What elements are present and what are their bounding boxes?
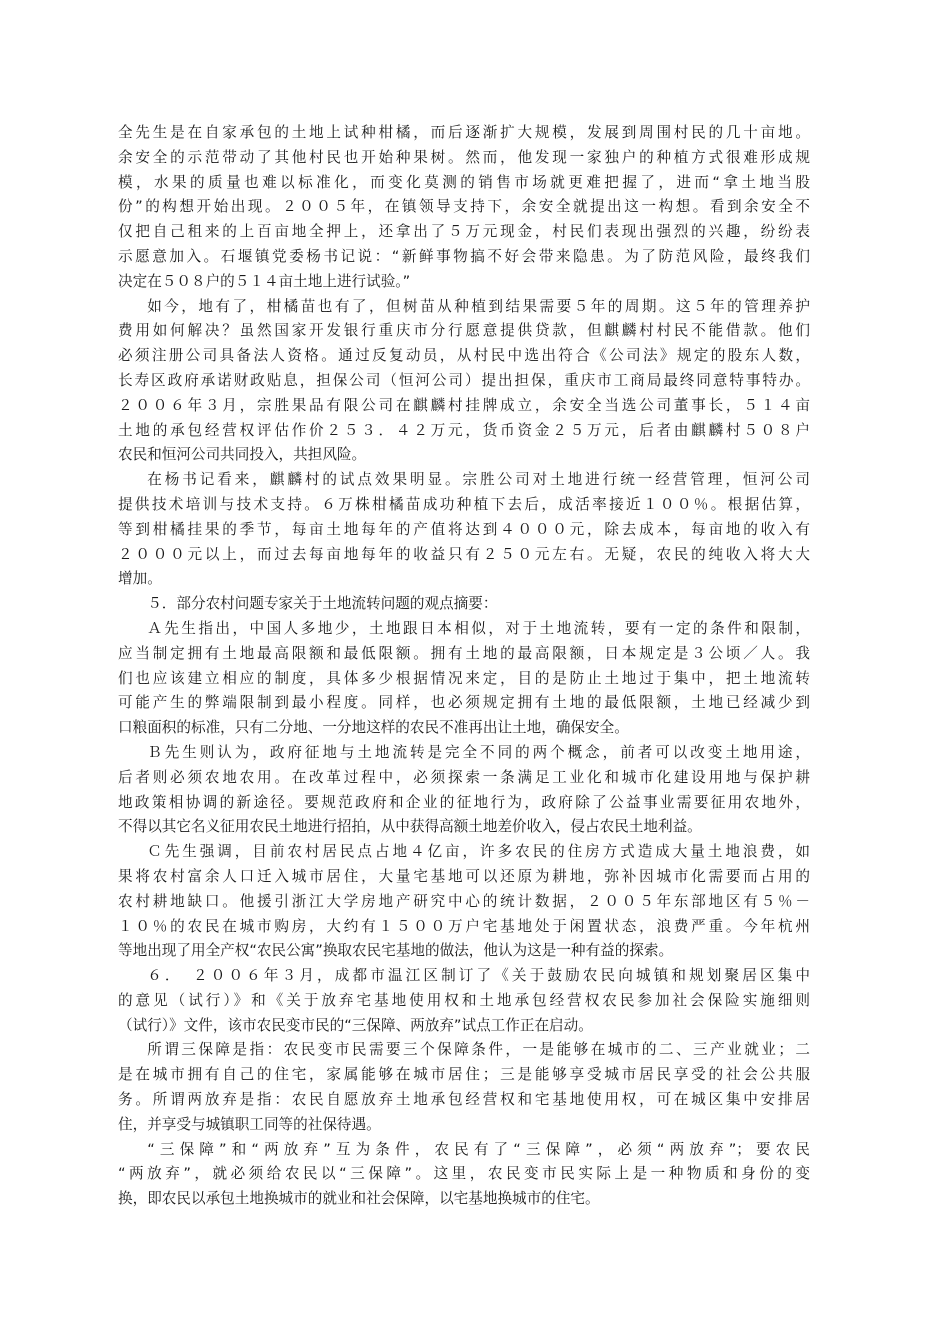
paragraph (118, 1038, 810, 1137)
text-line: １０％的农民在城市购房，大约有１５００万户宅基地处于闲置状态，浪费严重。今年杭州 (118, 917, 810, 935)
text-line: 增加。 (118, 570, 162, 588)
text-line: 份”的构想开始出现。２００５年，在镇领导支持下，余安全就提出这一构想。看到余安全不 (118, 198, 810, 216)
text-line: 长寿区政府承诺财政贴息，担保公司（恒河公司）提出担保，重庆市工商局最终同意特事特办。 (118, 371, 810, 389)
text-line: 换，即农民以承包土地换城市的就业和社会保障，以宅基地换城市的住宅。 (118, 1190, 600, 1208)
text-line: 示愿意加入。石堰镇党委杨书记说：“新鲜事物搞不好会带来隐患。为了防范风险，最终我们 (118, 247, 810, 265)
paragraph (118, 295, 810, 469)
paragraph (118, 617, 810, 741)
text-line: 口粮面积的标准，只有二分地、一分地这样的农民不准再出让土地，确保安全。 (118, 719, 629, 737)
text-line: （试行）》文件，该市农民变市民的“三保障、两放弃”试点工作正在启动。 (118, 1016, 593, 1034)
text-line: 费用如何解决？虽然国家开发银行重庆市分行愿意提供贷款，但麒麟村村民不能借款。他们 (118, 322, 810, 340)
text-line: ５．部分农村问题专家关于土地流转问题的观点摘要： (147, 595, 498, 613)
text-line: 决定在５０８户的５１４亩土地上进行试验。” (118, 272, 411, 290)
text-line: 全先生是在自家承包的土地上试种柑橘，而后逐渐扩大规模，发展到周围村民的几十亩地。 (118, 124, 810, 141)
text-line: Ａ先生指出，中国人多地少，土地跟日本相似，对于土地流转，要有一定的条件和限制， (147, 619, 810, 637)
paragraph (118, 964, 810, 1038)
text-line: Ｃ先生强调，目前农村居民点占地４亿亩，许多农民的住房方式造成大量土地浪费，如 (147, 843, 810, 861)
text-line: 必须注册公司具备法人资格。通过反复动员，从村民中选出符合《公司法》规定的股东人数， (118, 347, 810, 365)
text-line: 等到柑橘挂果的季节，每亩土地每年的产值将达到４０００元，除去成本，每亩地的收入有 (118, 520, 810, 538)
text-line: ２００６年３月，宗胜果品有限公司在麒麟村挂牌成立，余安全当选公司董事长，５１４亩 (118, 396, 810, 414)
document-body (118, 121, 810, 1212)
text-line: 模，水果的质量也难以标准化，而变化莫测的销售市场就更难把握了，进而“拿土地当股 (118, 173, 810, 191)
text-line: 是在城市拥有自己的住宅，家属能够在城市居住；三是能够享受城市居民享受的社会公共服 (118, 1066, 810, 1084)
paragraph (118, 840, 810, 964)
text-line: 的意见（试行）》和《关于放弃宅基地使用权和土地承包经营权农民参加社会保险实施细则 (118, 991, 810, 1009)
text-line: 等地出现了用全产权“农民公寓”换取农民宅基地的做法，他认为这是一种有益的探索。 (118, 942, 674, 960)
paragraph (118, 121, 810, 295)
text-line: 余安全的示范带动了其他村民也开始种果树。然而，他发现一家独户的种植方式很难形成规 (118, 148, 810, 166)
text-line: 果将农村富余人口迁入城市居住，大量宅基地可以还原为耕地，弥补因城市化需要而占用的 (118, 867, 810, 885)
text-line: “三保障”和“两放弃”互为条件，农民有了“三保障”，必须“两放弃”；要农民 (147, 1140, 810, 1158)
paragraph (118, 592, 810, 617)
text-line: 提供技术培训与技术支持。６万株柑橘苗成功种植下去后，成活率接近１００％。根据估算， (118, 495, 810, 513)
text-line: 在杨书记看来，麒麟村的试点效果明显。宗胜公司对土地进行统一经营管理，恒河公司 (147, 471, 810, 489)
text-line: 住，并享受与城镇职工同等的社保待遇。 (118, 1115, 381, 1133)
text-line: 农民和恒河公司共同投入，共担风险。 (118, 446, 367, 464)
text-line: 应当制定拥有土地最高限额和最低限额。拥有土地的最高限额，日本规定是３公顷／人。我 (118, 644, 810, 662)
paragraph (118, 468, 810, 592)
text-line: 土地的承包经营权评估作价２５３．４２万元，货币资金２５万元，后者由麒麟村５０８户 (118, 421, 810, 439)
text-line: Ｂ先生则认为，政府征地与土地流转是完全不同的两个概念，前者可以改变土地用途， (147, 743, 810, 761)
text-line: 务。所谓两放弃是指：农民自愿放弃土地承包经营权和宅基地使用权，可在城区集中安排居 (118, 1091, 810, 1109)
text-line: 所谓三保障是指：农民变市民需要三个保障条件，一是能够在城市的二、三产业就业；二 (147, 1041, 810, 1059)
paragraph (118, 1138, 810, 1212)
text-line: 们也应该建立相应的制度，具体多少根据情况来定，目的是防止土地过于集中，把土地流转 (118, 669, 810, 687)
text-line: ６． ２００６年３月，成都市温江区制订了《关于鼓励农民向城镇和规划聚居区集中 (147, 967, 810, 985)
text-line: 地政策相协调的新途径。要规范政府和企业的征地行为，政府除了公益事业需要征用农地外， (118, 793, 810, 811)
text-line: ２０００元以上，而过去每亩地每年的收益只有２５０元左右。无疑，农民的纯收入将大大 (118, 545, 810, 563)
text-line: 仅把自己租来的上百亩地全押上，还拿出了５万元现金，村民们表现出强烈的兴趣，纷纷表 (118, 223, 810, 241)
paragraph (118, 741, 810, 840)
text-line: 不得以其它名义征用农民土地进行招拍，从中获得高额土地差价收入，侵占农民土地利益。 (118, 818, 702, 836)
text-line: 后者则必须农地农用。在改革过程中，必须探索一条满足工业化和城市化建设用地与保护耕 (118, 768, 810, 786)
text-line: “两放弃”，就必须给农民以“三保障”。这里，农民变市民实际上是一种物质和身份的变 (118, 1165, 810, 1183)
text-line: 可能产生的弊端限制到最小程度。同样，也必须规定拥有土地的最低限额，土地已经减少到 (118, 694, 810, 712)
text-line: 农村耕地缺口。他援引浙江大学房地产研究中心的统计数据，２００５年东部地区有５％－ (118, 892, 810, 910)
text-line: 如今，地有了，柑橘苗也有了，但树苗从种植到结果需要５年的周期。这５年的管理养护 (147, 297, 810, 315)
